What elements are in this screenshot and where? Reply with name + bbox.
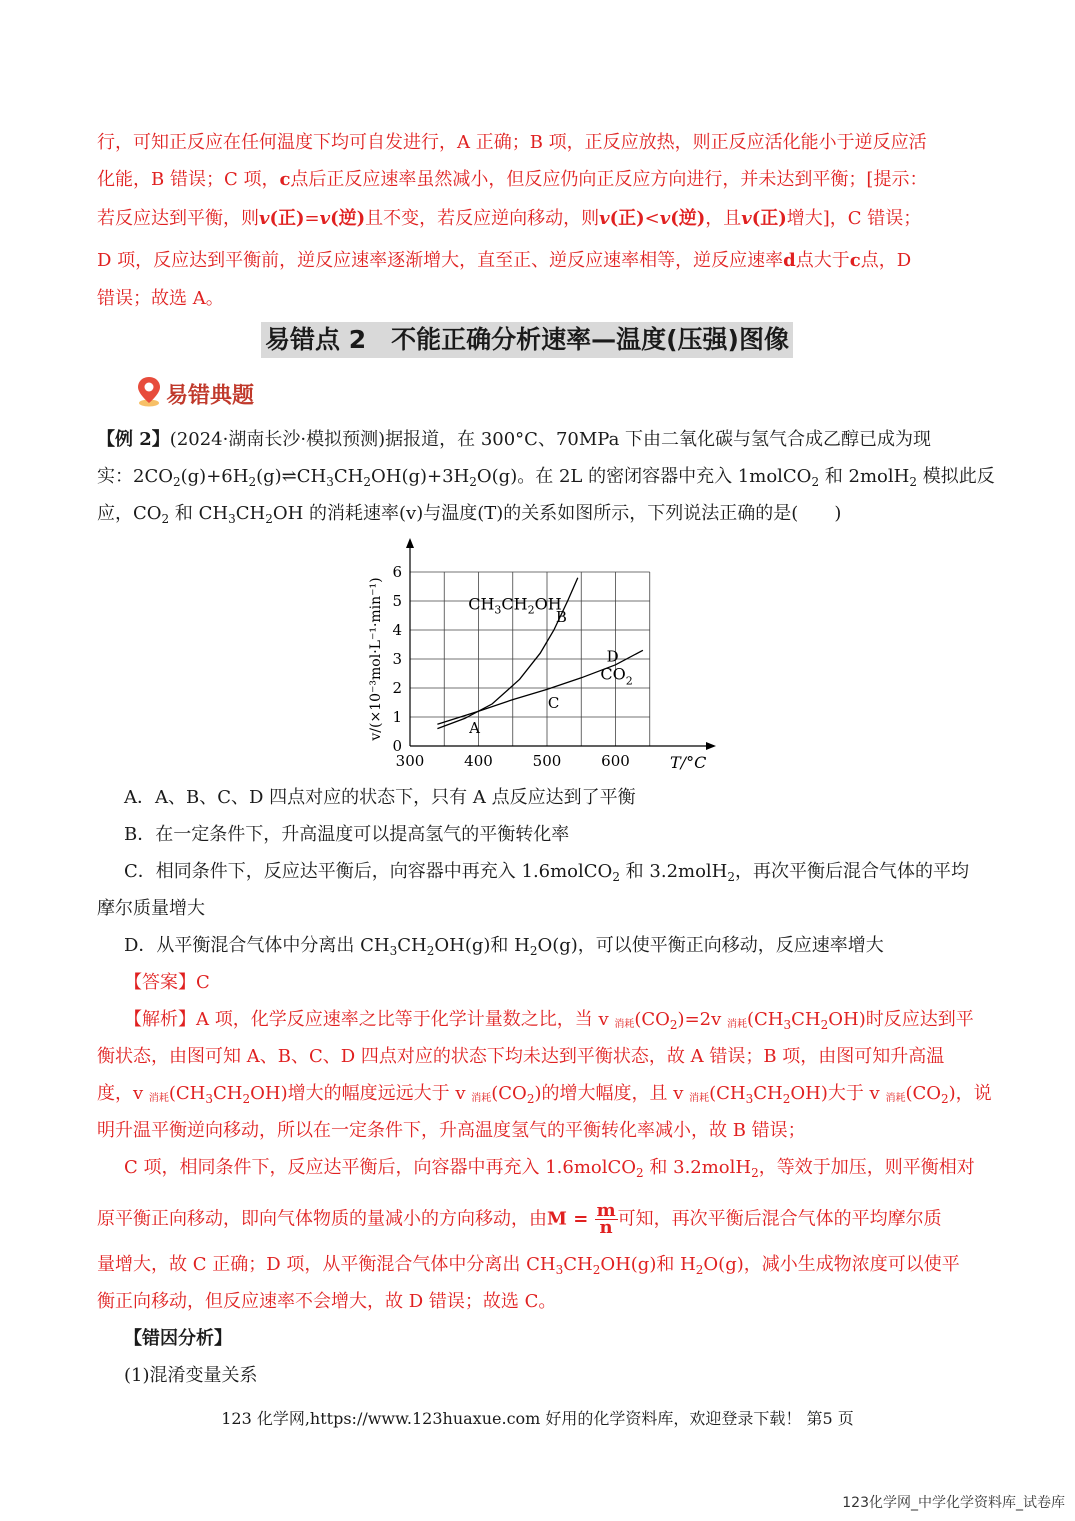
analysis-line-6: 原平衡正向移动，即向气体物质的量减小的方向移动，由M = $\frac{m}{n}$ 可知，再次平衡后混合气体的平均摩尔质 xyxy=(97,1200,942,1238)
ethanol-curve-label: $CH_3CH_2OH$ xyxy=(468,594,562,617)
option-d: D．从平衡混合气体中分离出 $CH_3CH_2OH(g)$和 $H_2O(g)$，可以使平衡正向移动，反应速率增大 xyxy=(124,935,884,958)
analysis-line-8: 衡正向移动，但反应速率不会增大，故 D 错误；故选 C。 xyxy=(97,1291,557,1312)
molar-mass-fraction: $\frac{m}{n}$ xyxy=(596,1200,616,1238)
answer: 【答案】C xyxy=(124,972,210,993)
analysis-line-3: 度，v $_{消耗}(CH_3CH_2OH)$增大的幅度远远大于 v $_{消耗}(CO_2)$的增大幅度，且 v $_{消耗}(CH_3CH_2OH)$大于 v $_{消耗}(CO_2)$，说 xyxy=(97,1083,992,1106)
rate-temperature-chart xyxy=(360,536,720,776)
analysis-line-5: C 项，相同条件下，反应达平衡后，向容器中再充入 1.6molCO$_2$ 和 3.2molH$_2$，等效于加压，则平衡相对 xyxy=(124,1157,975,1180)
y-tick-label: 2 xyxy=(392,679,402,697)
point-label-a: A xyxy=(469,719,480,738)
site-watermark: 123化学网_中学化学资料库_试卷库 xyxy=(842,1495,1065,1511)
x-tick-label: 500 xyxy=(532,752,562,770)
page-footer: 123 化学网,https://www.123huaxue.com 好用的化学资料库，欢迎登录下载！ 第5 页 xyxy=(221,1409,854,1428)
prev-analysis-line-1: 行，可知正反应在任何温度下均可自发进行，A 正确；B 项，正反应放热，则正反应活化能小于逆反应活 xyxy=(97,132,927,153)
analysis-line-2: 衡状态，由图可知 A、B、C、D 四点对应的状态下均未达到平衡状态，故 A 错误；B 项，由图可知升高温 xyxy=(97,1046,945,1067)
analysis-line-7: 量增大，故 C 正确；D 项，从平衡混合气体中分离出 $CH_3CH_2OH(g)$和 $H_2O(g)$，减小生成物浓度可以使平 xyxy=(97,1254,960,1277)
x-tick-label: 600 xyxy=(601,752,630,770)
example-line-2: 实：$2CO_2(g)+6H_2(g)\rightleftharpoons CH_3CH_2OH(g)+3H_2O(g)$。在 2L 的密闭容器中充入 1molCO$_2$ 和 2molH$_2$ 模拟此反 xyxy=(97,466,995,489)
x-axis-label: T/°C xyxy=(670,753,707,772)
x-tick-label: 400 xyxy=(464,752,493,770)
x-axis-arrow xyxy=(706,742,716,750)
chart-labels xyxy=(368,563,706,772)
y-axis-arrow xyxy=(406,538,414,548)
analysis-line-1: 【解析】A 项，化学反应速率之比等于化学计量数之比，当 v $_{消耗}(CO_2)=2v$ $_{消耗}(CH_3CH_2OH)$时反应达到平 xyxy=(124,1009,974,1032)
location-pin-icon xyxy=(136,375,162,418)
section-title: 易错点 2 不能正确分析速率—温度(压强)图像 xyxy=(261,322,793,358)
point-label-c: C xyxy=(547,694,560,712)
x-tick-label: 300 xyxy=(395,752,425,770)
co2-line-label: $CO_2$ xyxy=(600,664,633,688)
prev-analysis-line-5: 错误；故选 A。 xyxy=(97,288,224,309)
option-c: C．相同条件下，反应达平衡后，向容器中再充入 1.6molCO$_2$ 和 3.2molH$_2$，再次平衡后混合气体的平均 xyxy=(124,861,970,884)
prev-analysis-line-4: D 项，反应达到平衡前，逆反应速率逐渐增大，直至正、逆反应速率相等，逆反应速率d点大于c点，D xyxy=(97,250,912,271)
example-line-3: 应，$CO_2$ 和 $CH_3CH_2OH$ 的消耗速率(v)与温度(T)的关系如图所示，下列说法正确的是( ) xyxy=(97,503,842,526)
analysis-line-4: 明升温平衡逆向移动，所以在一定条件下，升高温度氢气的平衡转化率减小，故 B 错误； xyxy=(97,1120,806,1141)
error-analysis-item-1: (1)混淆变量关系 xyxy=(124,1365,258,1386)
y-tick-label: 1 xyxy=(392,708,402,726)
point-label-d: D xyxy=(606,647,619,666)
chart-axes xyxy=(406,538,716,750)
option-a: A．A、B、C、D 四点对应的状态下，只有 A 点反应达到了平衡 xyxy=(124,787,636,808)
y-tick-label: 3 xyxy=(392,650,402,668)
error-analysis-label: 【错因分析】 xyxy=(124,1328,232,1349)
example-line-1: 【例 2】(2024·湖南长沙·模拟预测)据报道，在 300°C、70MPa 下由二氧化碳与氢气合成乙醇已成为现 xyxy=(97,429,932,450)
point-label-b: B xyxy=(555,608,567,626)
option-c-line-2: 摩尔质量增大 xyxy=(97,898,205,919)
typical-heading: 易错典题 xyxy=(136,375,254,409)
y-tick-label: 4 xyxy=(392,621,402,639)
option-b: B．在一定条件下，升高温度可以提高氢气的平衡转化率 xyxy=(124,824,570,845)
y-axis-label: v/(×10⁻³mol·L⁻¹·min⁻¹) xyxy=(368,577,384,741)
prev-analysis-line-3: 若反应达到平衡，则v(正)=v(逆)且不变，若反应逆向移动，则v(正)<v(逆)，且v(正)增大]，C 错误； xyxy=(97,208,922,229)
y-tick-label: 5 xyxy=(392,592,402,610)
y-tick-label: 6 xyxy=(392,563,402,581)
y-tick-label: 0 xyxy=(392,737,402,755)
prev-analysis-line-2: 化能，B 错误；C 项，c点后正反应速率虽然减小，但反应仍向正反应方向进行，并未达到平衡；[提示： xyxy=(97,169,928,190)
